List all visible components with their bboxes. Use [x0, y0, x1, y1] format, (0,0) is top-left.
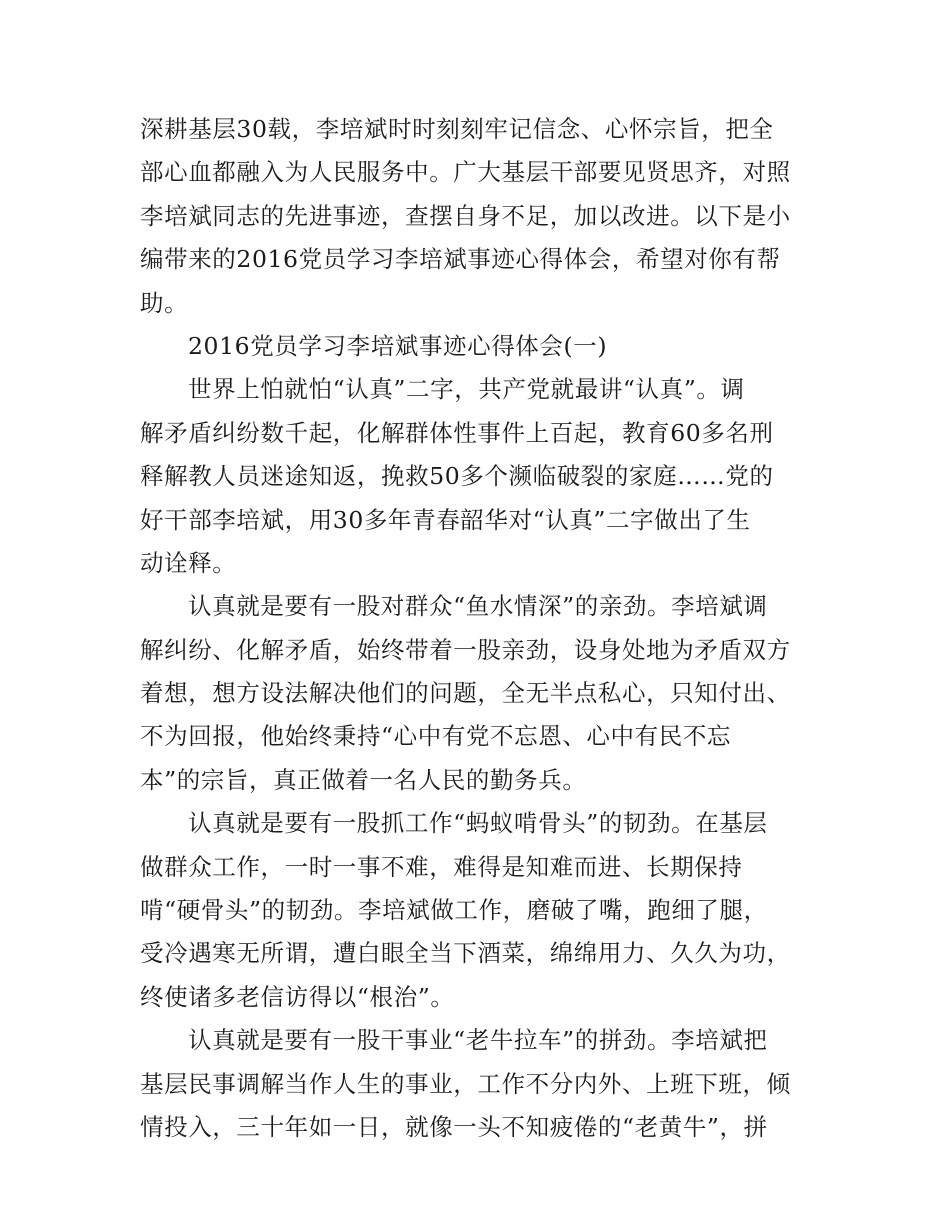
- text-line: 部心血都融入为人民服务中。广大基层干部要见贤思齐，对照: [140, 158, 791, 187]
- text-line: 终使诸多老信访得以“根治”。: [140, 982, 455, 1011]
- text-line: 世界上怕就怕“认真”二字，共产党就最讲“认真”。调: [188, 375, 745, 404]
- text-line: 认真就是要有一股干事业“老牛拉车”的拼劲。李培斌把: [188, 1026, 768, 1055]
- text-line: 认真就是要有一股对群众“鱼水情深”的亲劲。李培斌调: [188, 592, 768, 621]
- text-line: 好干部李培斌，用30多年青春韶华对“认真”二字做出了生: [140, 505, 751, 534]
- text-line: 编带来的2016党员学习李培斌事迹心得体会，希望对你有帮: [140, 245, 781, 274]
- text-line: 动诠释。: [140, 548, 237, 577]
- document-body: [140, 108, 820, 1149]
- text-line: 解矛盾纠纷数千起，化解群体性事件上百起，教育60多名刑: [140, 418, 774, 447]
- text-line: 基层民事调解当作人生的事业，工作不分内外、上班下班，倾: [140, 1069, 791, 1098]
- text-line: 2016党员学习李培斌事迹心得体会(一): [188, 331, 608, 360]
- text-line: 助。: [140, 288, 189, 317]
- text-line: 解纠纷、化解矛盾，始终带着一股亲劲，设身处地为矛盾双方: [140, 635, 791, 664]
- text-line: 着想，想方设法解决他们的问题，全无半点私心，只知付出、: [140, 679, 791, 708]
- text-line: 释解教人员迷途知返，挽救50多个濒临破裂的家庭……党的: [140, 462, 774, 491]
- text-line: 情投入，三十年如一日，就像一头不知疲倦的“老黄牛”，拼: [140, 1112, 768, 1141]
- text-line: 啃“硬骨头”的韧劲。李培斌做工作，磨破了嘴，跑细了腿，: [140, 896, 768, 925]
- text-line: 本”的宗旨，真正做着一名人民的勤务兵。: [140, 765, 587, 794]
- text-line: 不为回报，他始终秉持“心中有党不忘恩、心中有民不忘: [140, 722, 732, 751]
- text-line: 做群众工作，一时一事不难，难得是知难而进、长期保持: [140, 852, 743, 881]
- text-line: 认真就是要有一股抓工作“蚂蚁啃骨头”的韧劲。在基层: [188, 809, 768, 838]
- text-line: 深耕基层30载，李培斌时时刻刻牢记信念、心怀宗旨，把全: [140, 115, 774, 143]
- text-line: 李培斌同志的先进事迹，查摆自身不足，加以改进。以下是小: [140, 201, 791, 230]
- text-line: 受冷遇寒无所谓，遭白眼全当下酒菜，绵绵用力、久久为功，: [140, 939, 791, 968]
